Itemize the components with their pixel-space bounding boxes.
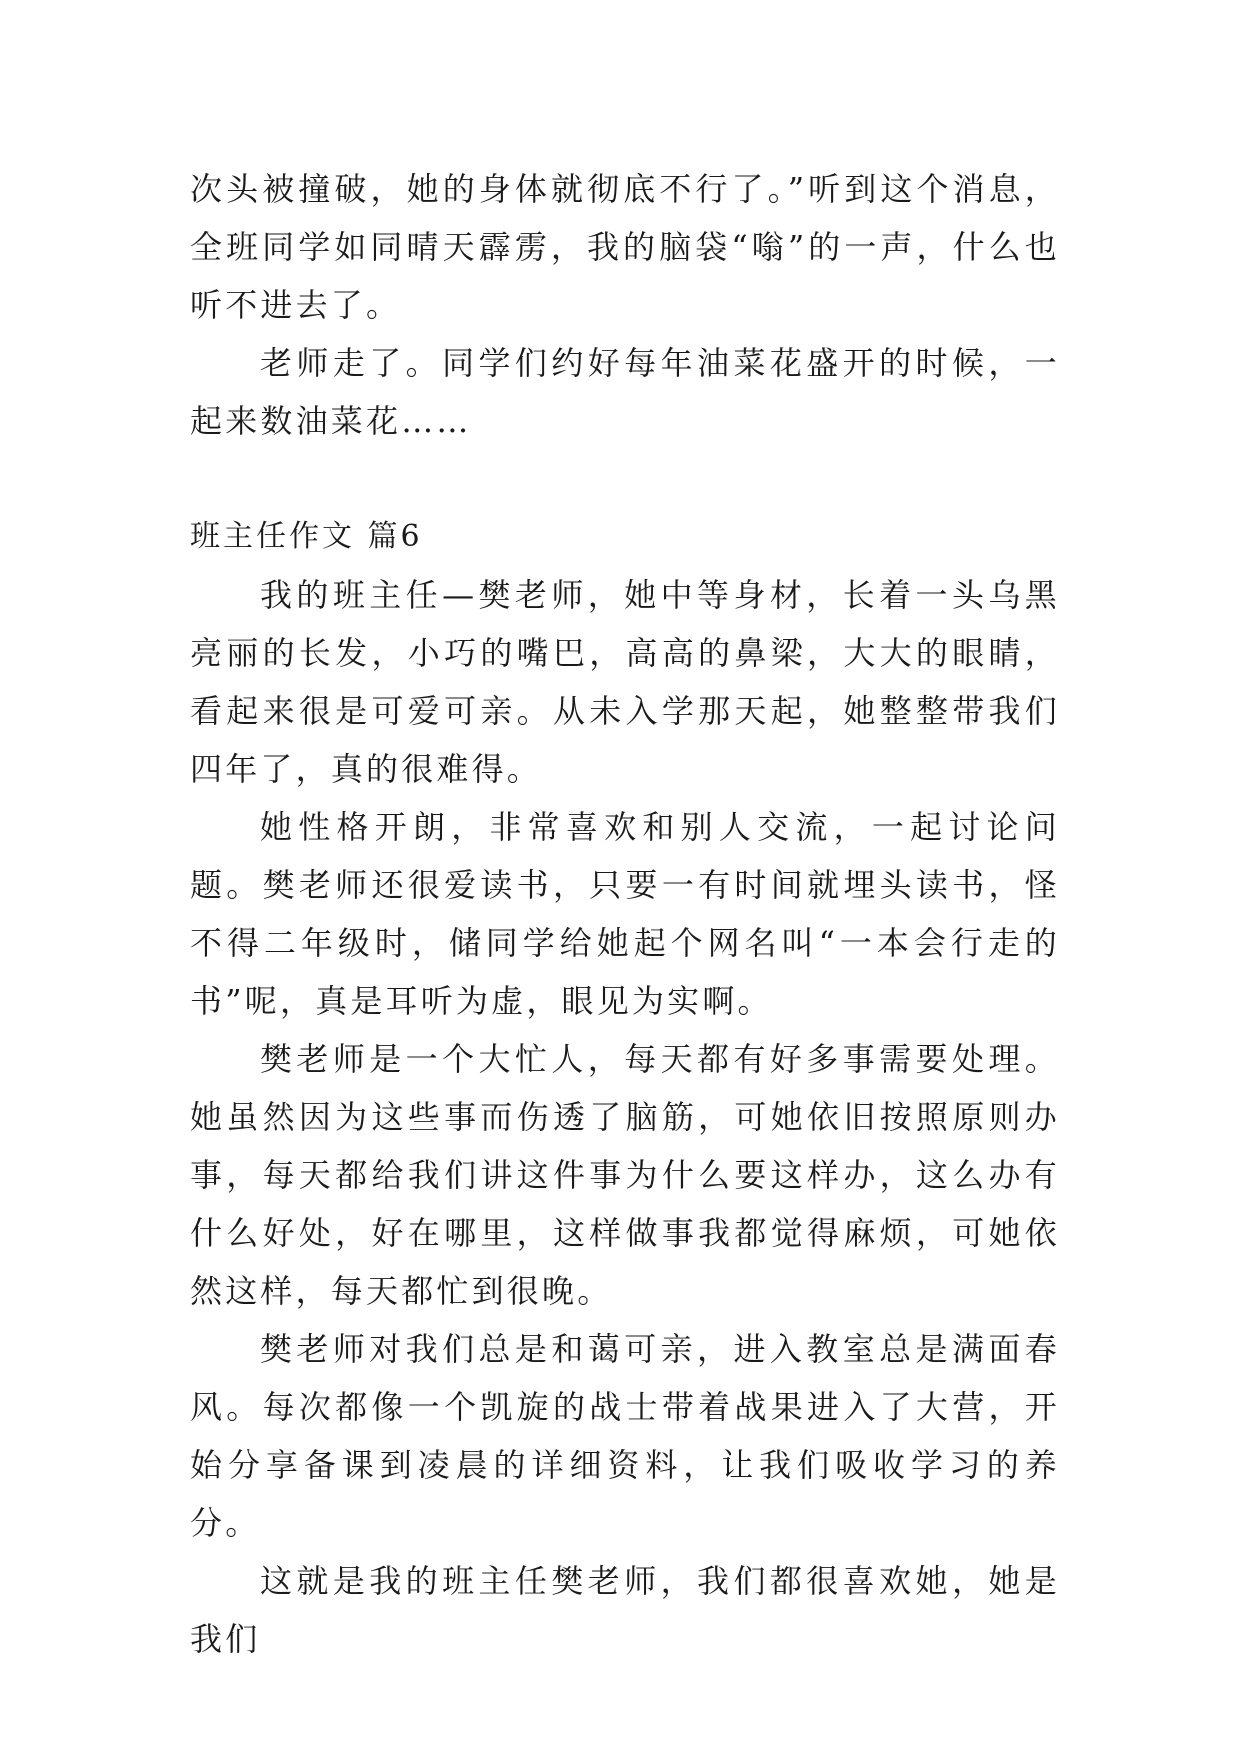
continuation-paragraph-2: 老师走了。同学们约好每年油菜花盛开的时候，一起来数油菜花…… <box>190 344 1060 440</box>
body-paragraph-3: 樊老师是一个大忙人，每天都有好多事需要处理。她虽然因为这些事而伤透了脑筋，可她依旧按照原则办事，每天都给我们讲这件事为什么要这样办，这么办有什么好处，好在哪里，这样做事我都觉得麻烦，可她依然这样，每天都忙到很晚。 <box>190 1040 1060 1310</box>
body-paragraph-1: 我的班主任—樊老师，她中等身材，长着一头乌黑亮丽的长发，小巧的嘴巴，高高的鼻梁，大大的眼睛，看起来很是可爱可亲。从未入学那天起，她整整带我们四年了，真的很难得。 <box>190 576 1060 788</box>
document-body <box>190 160 1060 1668</box>
section-spacer <box>190 450 1060 508</box>
body-paragraph-4: 樊老师对我们总是和蔼可亲，进入教室总是满面春风。每次都像一个凯旋的战士带着战果进入了大营，开始分享备课到凌晨的详细资料，让我们吸收学习的养分。 <box>190 1330 1060 1542</box>
continuation-paragraph-1: 次头被撞破，她的身体就彻底不行了。”听到这个消息，全班同学如同晴天霹雳，我的脑袋“嗡”的一声，什么也听不进去了。 <box>190 170 1060 324</box>
body-paragraph-5: 这就是我的班主任樊老师，我们都很喜欢她，她是我们 <box>190 1562 1060 1658</box>
body-paragraph-2: 她性格开朗，非常喜欢和别人交流，一起讨论问题。樊老师还很爱读书，只要一有时间就埋头读书，怪不得二年级时，储同学给她起个网名叫“一本会行走的书”呢，真是耳听为虚，眼见为实啊。 <box>190 808 1060 1020</box>
section-title: 班主任作文 篇6 <box>190 519 423 554</box>
